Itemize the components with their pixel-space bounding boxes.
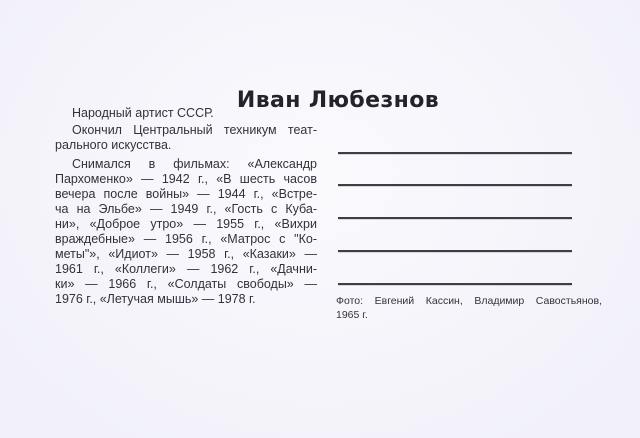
- address-writing-area: [338, 152, 572, 292]
- address-line: [338, 184, 572, 186]
- bio-line: Народный артист СССР.: [72, 106, 214, 120]
- photo-credit-line: 1965 г.: [336, 308, 368, 321]
- bio-line: ча на Эльбе» — 1949 г., «Гость с Куба-: [55, 202, 317, 216]
- photo-credit: [336, 295, 602, 322]
- bio-line: ни», «Доброе утро» — 1955 г., «Вихри: [55, 217, 317, 231]
- bio-line: ки» — 1966 г., «Солдаты свободы» —: [55, 277, 317, 291]
- card-title: Иван Любезнов: [236, 87, 440, 113]
- bio-line: меты"», «Идиот» — 1958 г., «Казаки» —: [55, 247, 317, 261]
- address-line: [338, 250, 572, 252]
- bio-line: 1961 г., «Коллеги» — 1962 г., «Дачни-: [55, 262, 317, 276]
- photo-credit-line: Фото: Евгений Кассин, Владимир Савостьянов,: [336, 295, 602, 307]
- address-line: [338, 283, 572, 285]
- bio-line: Снимался в фильмах: «Александр: [72, 157, 317, 171]
- address-line: [338, 217, 572, 219]
- bio-text: [55, 106, 317, 307]
- bio-line: Пархоменко» — 1942 г., «В шесть часов: [55, 172, 317, 186]
- address-line: [338, 152, 572, 154]
- bio-line: враждебные» — 1956 г., «Матрос с "Ко-: [55, 232, 317, 246]
- bio-line: вечера после войны» — 1944 г., «Встре-: [55, 187, 317, 201]
- bio-line: 1976 г., «Летучая мышь» — 1978 г.: [55, 292, 256, 306]
- bio-line: Окончил Центральный техникум теат-: [72, 123, 317, 137]
- bio-line: рального искусства.: [55, 138, 172, 152]
